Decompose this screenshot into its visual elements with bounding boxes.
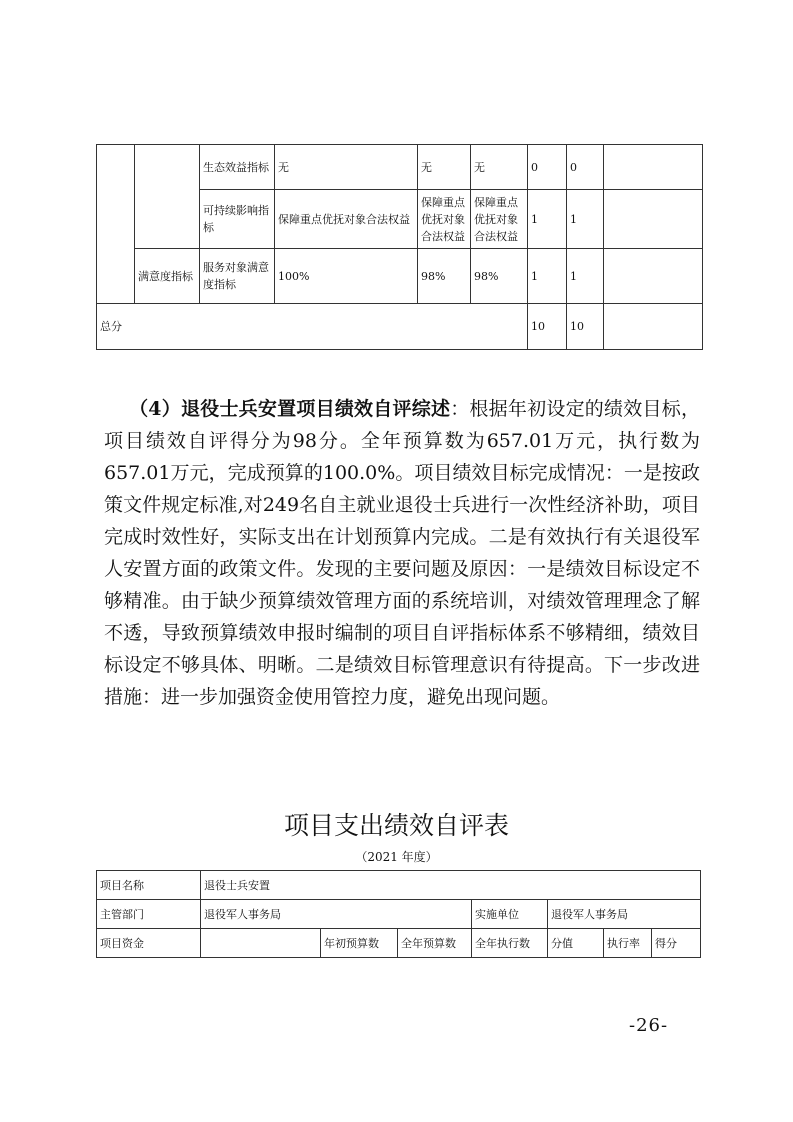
table-cell-blank <box>604 304 703 350</box>
column-header: 得分 <box>652 929 701 958</box>
table-cell-blank <box>97 145 135 304</box>
table-row <box>97 249 703 304</box>
table-cell-blank <box>201 929 321 958</box>
column-header: 执行率 <box>604 929 652 958</box>
table-cell <box>604 145 703 190</box>
project-name-value: 退役士兵安置 <box>201 871 701 900</box>
table-cell <box>604 190 703 249</box>
column-header: 全年执行数 <box>472 929 548 958</box>
table-cell: 保障重点优抚对象合法权益 <box>471 190 528 249</box>
impl-label: 实施单位 <box>472 900 548 929</box>
table-cell: 保障重点优抚对象合法权益 <box>275 190 418 249</box>
total-label: 总分 <box>97 304 528 350</box>
table-cell: 无 <box>275 145 418 190</box>
table-cell: 保障重点优抚对象合法权益 <box>418 190 471 249</box>
dept-value: 退役军人事务局 <box>201 900 472 929</box>
form-title: 项目支出绩效自评表 <box>283 811 509 840</box>
table-cell: 服务对象满意度指标 <box>200 249 275 304</box>
table-cell: 可持续影响指标 <box>200 190 275 249</box>
table-row <box>97 145 703 190</box>
column-header: 分值 <box>548 929 604 958</box>
total-score: 10 <box>567 304 604 350</box>
table-row <box>97 929 701 958</box>
project-name-label: 项目名称 <box>97 871 201 900</box>
summary-heading: （4）退役士兵安置项目绩效自评综述 <box>129 398 451 420</box>
table-row <box>97 871 701 900</box>
table-cell-blank <box>135 145 200 249</box>
table-row <box>97 900 701 929</box>
form-year: （2021 年度） <box>355 850 438 864</box>
column-header: 全年预算数 <box>398 929 472 958</box>
table-cell: 98% <box>471 249 528 304</box>
table-cell: 1 <box>528 190 567 249</box>
table-cell: 0 <box>567 145 604 190</box>
dept-label: 主管部门 <box>97 900 201 929</box>
table-cell <box>604 249 703 304</box>
self-evaluation-table <box>96 870 701 958</box>
table-cell: 满意度指标 <box>135 249 200 304</box>
page-number: -26- <box>629 1015 669 1036</box>
funds-label: 项目资金 <box>97 929 201 958</box>
summary-body: ：根据年初设定的绩效目标，项目绩效自评得分为98分。全年预算数为657.01万元，执行数为657.01万元，完成预算的100.0%。项目绩效目标完成情况：一是按政策文件规定标准,对249名自主就业退役士兵进行一次性经济补助，项目完成时效性好，实际支出在计划预算内完成。二是有效执行有关退役军人安置方面的政策文件。发现的主要问题及原因：一是绩效目标设定不够精准。由于缺少预算绩效管理方面的系统培训，对绩效管理理念了解不透，导致预算绩效申报时编制的项目自评指标体系不够精细，绩效目标设定不够具体、明晰。二是绩效目标管理意识有待提高。下一步改进措施：进一步加强资金使用管控力度，避免出现问题。 <box>104 398 700 708</box>
table-row-total <box>97 304 703 350</box>
table-cell: 100% <box>275 249 418 304</box>
table-cell: 98% <box>418 249 471 304</box>
indicator-table <box>96 144 703 350</box>
table-cell: 无 <box>471 145 528 190</box>
table-cell: 生态效益指标 <box>200 145 275 190</box>
table-cell: 1 <box>567 249 604 304</box>
table-cell: 0 <box>528 145 567 190</box>
table-cell: 无 <box>418 145 471 190</box>
total-score-weight: 10 <box>528 304 567 350</box>
summary-paragraph <box>104 393 700 713</box>
impl-value: 退役军人事务局 <box>548 900 701 929</box>
table-cell: 1 <box>528 249 567 304</box>
column-header: 年初预算数 <box>321 929 398 958</box>
table-cell: 1 <box>567 190 604 249</box>
